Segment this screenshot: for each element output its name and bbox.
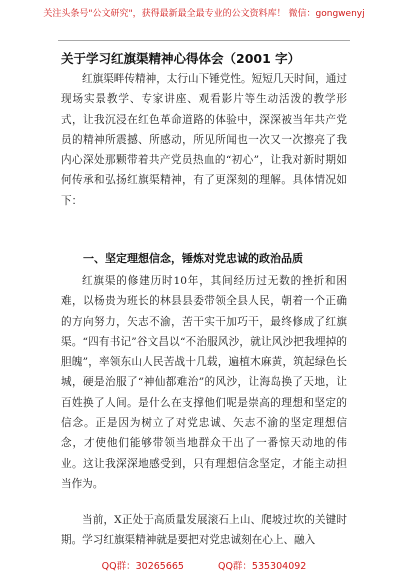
header-banner: 关注头条号"公文研究"，获得最新最全最专业的公文资料库！ 微信：gongwenyj (43, 9, 365, 19)
body-paragraph-1: 红旗渠畔传精神，太行山下锤党性。短短几天时间，通过现场实景教学、专家讲座、观看影片等生动活泼的教学形式，让我沉浸在红色革命道路的体验中，深深被当年共产党员的精神所震撼、所感动，所见所闻也一次又一次擦亮了我内心深处那颗带着共产党员热血的“初心”，让我对新时期如何传承和弘扬红旗渠精神，有了更深刻的理解。具体情况如下： (61, 73, 347, 207)
footer-qq-group-1: QQ群：30265665 (101, 561, 184, 572)
header-divider (58, 40, 350, 41)
document-title: 关于学习红旗渠精神心得体会（2001 字） (61, 51, 301, 66)
footer (0, 558, 408, 572)
body-paragraph-2: 红旗渠的修建历时10年，其间经历过无数的挫折和困难，以杨贵为班长的林县县委带领全县人民，朝着一个正确的方向努力，矢志不渝，苦干实干加巧干，最终修成了红旗渠。“四有书记”谷文昌以“不治服风沙，就让风沙把我埋掉的胆魄”，率领东山人民苦战十几载，遍植木麻黄，筑起绿色长城，硬是治服了“神仙都难治”的风沙，让海岛换了天地，让百姓换了人间。是什么在支撑他们呢是崇高的理想和坚定的信念。正是因为树立了对党忠诚、矢志不渝的坚定理想信念，才使他们能够带领当地群众干出了一番惊天动地的伟业。这让我深深地感受到，只有理想信念坚定，才能主动担当作为。 (61, 275, 347, 490)
section-heading-1: 一、坚定理想信念，锤炼对党忠诚的政治品质 (83, 252, 303, 265)
body-paragraph-3: 当前，X正处于高质量发展滚石上山、爬坡过坎的关键时期。学习红旗渠精神就是要把对党忠诚刻在心上、融入 (61, 514, 347, 547)
footer-qq-group-2: QQ群：535304092 (217, 561, 307, 572)
